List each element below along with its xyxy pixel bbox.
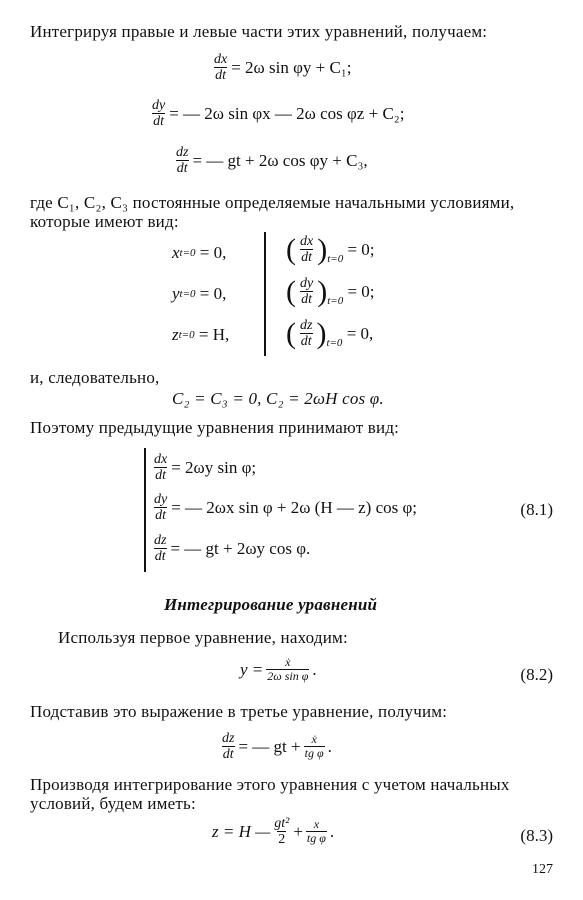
initial-condition-dx-dt: ( $\frac{dx}{dt}$ ) $_{t=0}$ = 0; <box>286 232 375 266</box>
system-equation-1: $\frac{dx}{dt}$ = 2ωy sin φ; <box>154 452 257 483</box>
paragraph-constants: где C₁, C₂, C₃ постоянные определяемые начальными условиями, <box>30 193 515 212</box>
fraction-dz-dt: $\frac{dz}{dt}$ <box>176 145 189 176</box>
fraction-dx-dt: $\frac{dx}{dt}$ <box>214 52 228 83</box>
equation-dx-dt <box>210 52 351 83</box>
system-brace-bar <box>144 448 146 572</box>
equation-dy-dt <box>148 98 404 129</box>
equation-number-8-3: (8.3) <box>520 826 553 845</box>
equation-number-8-1: (8.1) <box>520 500 553 519</box>
paragraph-constants-cont: которые имеют вид: <box>30 212 179 231</box>
initial-condition-y: y t=0 = 0, <box>172 284 227 303</box>
system-equation-3: $\frac{dz}{dt}$ = — gt + 2ωy cos φ. <box>154 533 311 564</box>
initial-condition-z: z t=0 = H, <box>172 325 230 344</box>
constants-result: C₂ = C₃ = 0, C₂ = 2ωH cos φ. <box>172 389 384 408</box>
equation-rhs: = 2ω sin φy + C₁; <box>231 57 352 77</box>
paragraph-consequently: и, следовательно, <box>30 368 160 387</box>
section-heading: Интегрирование уравнений <box>164 595 378 614</box>
page-number: 127 <box>532 862 553 877</box>
vertical-divider <box>264 232 266 356</box>
initial-condition-dz-dt: ( $\frac{dz}{dt}$ ) $_{t=0}$ = 0, <box>286 316 374 350</box>
equation-rhs: = — 2ω sin φx — 2ω cos φz + C₂; <box>169 103 405 123</box>
initial-condition-dy-dt: ( $\frac{dy}{dt}$ ) $_{t=0}$ = 0; <box>286 274 375 308</box>
paragraph-therefore: Поэтому предыдущие уравнения принимают вид: <box>30 418 400 437</box>
equation-number-8-2: (8.2) <box>520 665 553 684</box>
equation-dz-dt-substituted: $\frac{dz}{dt}$ = — gt + $\frac{\text{ẋ}}{\text{tg φ}}$ . <box>222 731 332 762</box>
paragraph-integrating-eq-cont: условий, будем иметь: <box>30 794 196 813</box>
paragraph-using-first: Используя первое уравнение, находим: <box>58 628 348 647</box>
fraction-dy-dt: $\frac{dy}{dt}$ <box>152 98 166 129</box>
paragraph-integrating: Интегрируя правые и левые части этих уравнений, получаем: <box>30 22 488 41</box>
equation-8-3: z = H — $\frac{\text{gt²}}{2}$ + $\frac{x}{\text{tg φ}}$ . <box>212 816 335 847</box>
equation-8-2: y = $\frac{\text{ẋ}}{\text{2ω sin φ}}$ . <box>240 655 317 683</box>
system-equation-2: $\frac{dy}{dt}$ = — 2ωx sin φ + 2ω (H — z) cos φ; <box>154 492 418 523</box>
equation-rhs: = — gt + 2ω cos φy + C₃, <box>192 150 368 170</box>
paragraph-substituting: Подставив это выражение в третье уравнение, получим: <box>30 702 448 721</box>
paragraph-integrating-eq: Производя интегрирование этого уравнения с учетом начальных <box>30 775 510 794</box>
initial-condition-x: x t=0 = 0, <box>172 243 227 262</box>
equation-dz-dt <box>172 145 368 176</box>
